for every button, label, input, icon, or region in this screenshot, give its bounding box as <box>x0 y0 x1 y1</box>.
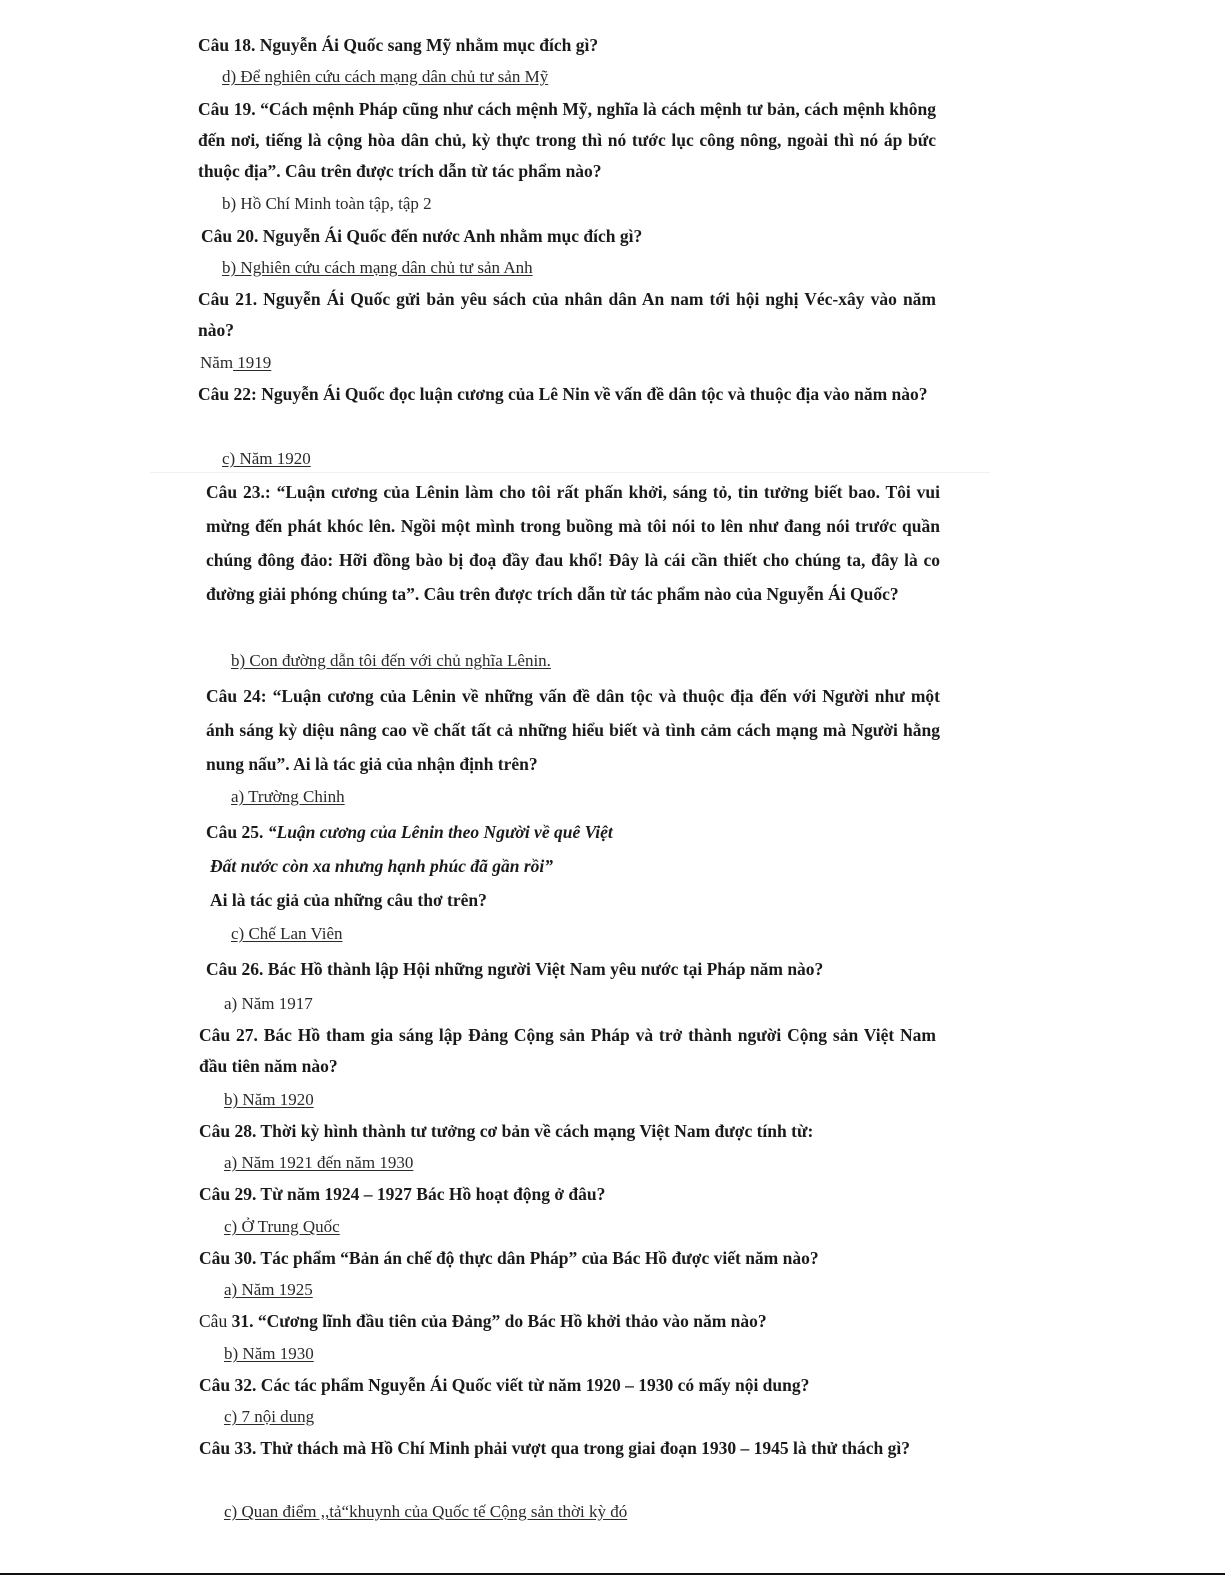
answer-21 <box>200 352 271 374</box>
question-33 <box>199 1433 936 1464</box>
question-label: Câu <box>199 1311 228 1331</box>
question-25 <box>206 815 946 917</box>
answer-prefix: Năm <box>200 353 234 372</box>
question-label: Câu 27. <box>199 1025 258 1045</box>
question-text: Tác phẩm “Bản án chế độ thực dân Pháp” của Bác Hồ được viết năm nào? <box>256 1248 819 1268</box>
poem-line-1 <box>206 815 946 849</box>
question-number: 31. <box>227 1311 254 1331</box>
question-label: Câu 20. <box>201 226 259 246</box>
answer-25: c) Chế Lan Viên <box>231 924 343 943</box>
question-text: Nguyễn Ái Quốc sang Mỹ nhằm mục đích gì? <box>255 35 599 55</box>
question-text: Thử thách mà Hồ Chí Minh phải vượt qua trong giai đoạn 1930 – 1945 là thử thách gì? <box>256 1438 911 1458</box>
question-text: Ai là tác giả của những câu thơ trên? <box>210 890 487 910</box>
question-21 <box>198 284 936 346</box>
page-bottom-border <box>0 1573 1225 1575</box>
question-text: Bác Hồ thành lập Hội những người Việt Nam yêu nước tại Pháp năm nào? <box>263 959 824 979</box>
question-19 <box>198 94 936 187</box>
question-text: “Cách mệnh Pháp cũng như cách mệnh Mỹ, nghĩa là cách mệnh tư bản, cách mệnh không đến nơi, tiếng là cộng hòa dân chủ, kỳ thực trong thì nó tước lục công nông, ngoài thì nó áp bức thuộc địa”. Câu trên được trích dẫn từ tác phẩm nào? <box>198 99 936 181</box>
question-label: Câu 24: <box>206 686 267 706</box>
question-label: Câu 23.: <box>206 482 271 502</box>
answer-23: b) Con đường dẫn tôi đến với chủ nghĩa Lênin. <box>231 651 551 670</box>
answer-32: c) 7 nội dung <box>224 1407 315 1426</box>
answer-20: b) Nghiên cứu cách mạng dân chủ tư sản Anh <box>222 258 533 277</box>
question-26 <box>206 952 946 986</box>
question-30 <box>199 1243 939 1274</box>
divider <box>150 472 990 473</box>
question-label: Câu 22: <box>198 384 257 404</box>
poem-text: “Luận cương của Lênin theo Người về quê Việt <box>263 822 613 842</box>
question-label: Câu 25. <box>206 822 264 842</box>
answer-value: 1919 <box>233 353 272 372</box>
question-label: Câu 19. <box>198 99 256 119</box>
question-label: Câu 30. <box>199 1248 257 1268</box>
answer-31: b) Năm 1930 <box>224 1344 314 1363</box>
question-label: Câu 32. <box>199 1375 257 1395</box>
answer-33: c) Quan điểm ,,tả“khuynh của Quốc tế Cộng sản thời kỳ đó <box>224 1502 628 1521</box>
question-27 <box>199 1020 936 1082</box>
question-label: Câu 28. <box>199 1121 257 1141</box>
answer-27: b) Năm 1920 <box>224 1090 314 1109</box>
question-29 <box>199 1179 939 1210</box>
question-20 <box>201 221 941 252</box>
answer-29: c) Ở Trung Quốc <box>224 1217 340 1236</box>
question-text: Thời kỳ hình thành tư tưởng cơ bản về cách mạng Việt Nam được tính từ: <box>256 1121 814 1141</box>
question-text: Từ năm 1924 – 1927 Bác Hồ hoạt động ở đâu? <box>256 1184 606 1204</box>
answer-26: a) Năm 1917 <box>224 994 313 1013</box>
poem-line-2: Đất nước còn xa nhưng hạnh phúc đã gần rồi” <box>210 856 554 876</box>
answer-24: a) Trường Chinh <box>231 787 345 806</box>
answer-28: a) Năm 1921 đến năm 1930 <box>224 1153 414 1172</box>
question-label: Câu 26. <box>206 959 264 979</box>
answer-22: c) Năm 1920 <box>222 449 311 468</box>
answer-19: b) Hồ Chí Minh toàn tập, tập 2 <box>222 194 432 213</box>
question-text: “Luận cương của Lênin về những vấn đề dân tộc và thuộc địa đến với Người như một ánh sáng kỳ diệu nâng cao về chất tất cả những hiểu biết và tình cảm cách mạng mà Người hằng nung nấu”. Ai là tác giả của nhận định trên? <box>206 686 940 774</box>
question-32 <box>199 1370 939 1401</box>
question-23 <box>206 475 940 611</box>
question-24 <box>206 679 940 781</box>
question-text: “Cương lĩnh đầu tiên của Đảng” do Bác Hồ khởi thảo vào năm nào? <box>253 1311 767 1331</box>
question-label: Câu 21. <box>198 289 258 309</box>
question-text: Nguyễn Ái Quốc đến nước Anh nhằm mục đích gì? <box>258 226 643 246</box>
question-label: Câu 18. <box>198 35 256 55</box>
question-text: Nguyễn Ái Quốc gửi bản yêu sách của nhân dân An nam tới hội nghị Véc-xây vào năm nào? <box>198 289 937 340</box>
question-label: Câu 33. <box>199 1438 257 1458</box>
question-31 <box>199 1306 939 1337</box>
question-label: Câu 29. <box>199 1184 257 1204</box>
question-text: Bác Hồ tham gia sáng lập Đảng Cộng sản Pháp và trở thành người Cộng sản Việt Nam đầu tiên năm nào? <box>199 1025 937 1076</box>
question-text: Các tác phẩm Nguyễn Ái Quốc viết từ năm 1920 – 1930 có mấy nội dung? <box>256 1375 810 1395</box>
question-22 <box>198 379 936 410</box>
answer-18: d) Để nghiên cứu cách mạng dân chủ tư sản Mỹ <box>222 67 549 86</box>
question-28 <box>199 1116 939 1147</box>
question-text: “Luận cương của Lênin làm cho tôi rất phấn khởi, sáng tỏ, tin tưởng biết bao. Tôi vui mừng đến phát khóc lên. Ngồi một mình trong buồng mà tôi nói to lên như đang nói trước quần chúng đông đảo: Hỡi đồng bào bị đoạ đầy đau khổ! Đây là cái cần thiết cho chúng ta, đây là co đường giải phóng chúng ta”. Câu trên được trích dẫn từ tác phẩm nào của Nguyễn Ái Quốc? <box>206 482 940 604</box>
question-text: Nguyễn Ái Quốc đọc luận cương của Lê Nin về vấn đề dân tộc và thuộc địa vào năm nào? <box>256 384 928 404</box>
question-18 <box>198 30 938 61</box>
answer-30: a) Năm 1925 <box>224 1280 313 1299</box>
